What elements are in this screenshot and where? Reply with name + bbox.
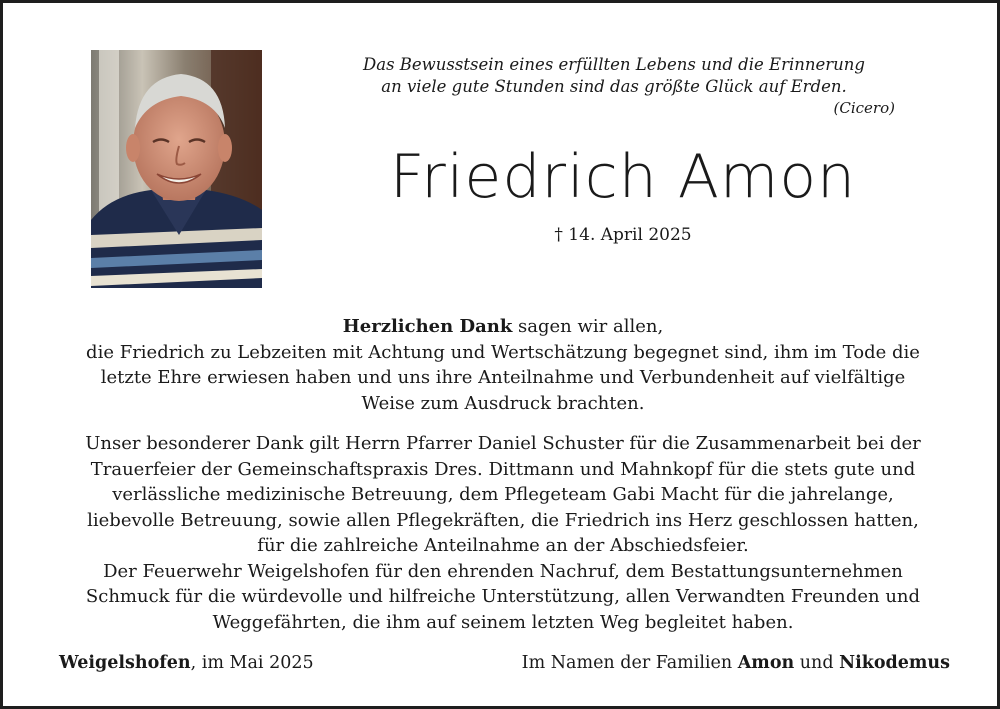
death-date: † 14. April 2025 <box>554 225 692 245</box>
special-thanks-line: verlässliche medizinische Betreuung, dem Pflegeteam Gabi Macht für die jahrelange, <box>112 484 894 505</box>
thanks-line-1-rest: sagen wir allen, <box>512 316 664 337</box>
place-date <box>59 651 314 675</box>
family-name-2: Nikodemus <box>839 653 950 673</box>
special-thanks-line: Schmuck für die würdevolle und hilfreiche Unterstützung, allen Verwandten Freunden und <box>85 586 921 607</box>
date: , im Mai 2025 <box>190 653 314 673</box>
signature-connector: und <box>794 653 840 673</box>
place: Weigelshofen <box>59 653 191 673</box>
quote-block <box>333 54 895 118</box>
family-name-1: Amon <box>737 653 795 673</box>
special-thanks-line: Trauerfeier der Gemeinschaftspraxis Dres. Dittmann und Mahnkopf für die stets gute und <box>90 458 916 480</box>
special-thanks-line: Der Feuerwehr Weigelshofen für den ehrenden Nachruf, dem Bestattungsunternehmen <box>103 560 903 582</box>
quote-author: (Cicero) <box>833 99 895 117</box>
special-thanks-line: Weggefährten, die ihm auf seinem letzten Weg begleitet haben. <box>212 611 794 633</box>
thanks-line-3: letzte Ehre erwiesen haben und uns ihre Anteilnahme und Verbundenheit auf vielfältige <box>100 367 906 388</box>
thanks-heading: Herzlichen Dank <box>342 316 513 337</box>
thanks-line-4: Weise zum Ausdruck brachten. <box>361 392 645 414</box>
special-thanks-paragraph <box>43 431 963 635</box>
signature-prefix: Im Namen der Familien <box>521 653 738 673</box>
special-thanks-line: für die zahlreiche Anteilnahme an der Abschiedsfeier. <box>257 535 749 556</box>
special-thanks-line: Unser besonderer Dank gilt Herrn Pfarrer Daniel Schuster für die Zusammenarbeit bei der <box>85 433 921 454</box>
signature <box>522 651 950 675</box>
thanks-line-1 <box>43 314 963 340</box>
portrait-photo <box>91 50 262 288</box>
quote-line-1: Das Bewusstsein eines erfüllten Lebens und die Erinnerung <box>363 55 865 74</box>
thanks-line-2: die Friedrich zu Lebzeiten mit Achtung und Wertschätzung begegnet sind, ihm im Tode die <box>86 341 920 363</box>
special-thanks-line: liebevolle Betreuung, sowie allen Pflegekräften, die Friedrich ins Herz geschlossen hatten, <box>87 509 919 531</box>
thanks-paragraph <box>43 314 963 416</box>
deceased-name: Friedrich Amon <box>389 142 857 212</box>
quote-line-2: an viele gute Stunden sind das größte Glück auf Erden. <box>381 77 847 96</box>
